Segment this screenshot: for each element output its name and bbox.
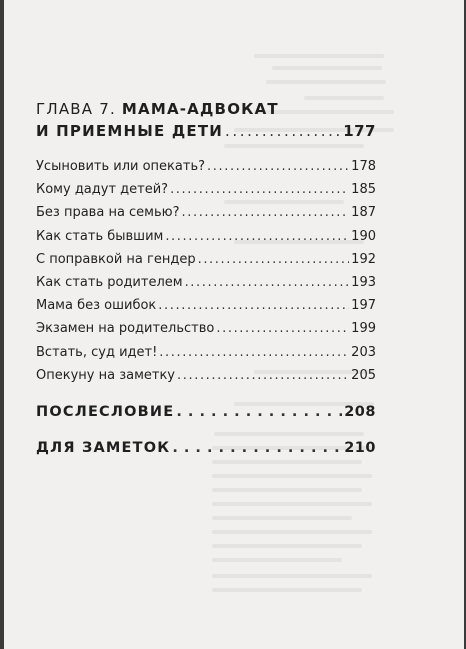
entry-page-number: 187 <box>351 205 376 221</box>
chapter-title-line2: И ПРИЕМНЫЕ ДЕТИ <box>36 122 224 140</box>
entry-title: Экзамен на родительство <box>36 321 215 337</box>
entry-page-number: 190 <box>351 228 376 244</box>
entry-title: Как стать бывшим <box>36 228 164 244</box>
entry-title: Мама без ошибок <box>36 298 157 314</box>
entry-page-number: 199 <box>351 321 376 337</box>
toc-entry <box>36 155 376 178</box>
entry-page-number: 178 <box>351 159 376 174</box>
table-of-contents <box>36 98 376 459</box>
entry-page-number: 185 <box>351 182 376 198</box>
dot-leader <box>165 225 349 248</box>
section-title: ДЛЯ ЗАМЕТОК <box>36 440 171 457</box>
toc-entry <box>36 271 376 294</box>
dot-leader <box>185 271 350 294</box>
entry-title: Без права на семью? <box>36 205 180 221</box>
section-page-number: 208 <box>344 404 376 421</box>
dot-leader <box>207 155 349 178</box>
toc-section-afterword <box>36 401 376 423</box>
dot-leader <box>225 120 341 142</box>
entry-title: Усыновить или опекать? <box>36 159 206 174</box>
toc-section-notes <box>36 437 376 459</box>
entry-list <box>36 155 376 387</box>
chapter-title-line1: МАМА-АДВОКАТ <box>121 100 279 118</box>
dot-leader <box>176 401 342 423</box>
book-page <box>4 0 464 649</box>
dot-leader <box>182 201 350 224</box>
toc-entry <box>36 364 376 387</box>
chapter-heading <box>36 98 376 120</box>
dot-leader <box>216 317 349 340</box>
entry-page-number: 205 <box>351 367 376 383</box>
section-title: ПОСЛЕСЛОВИЕ <box>36 404 175 421</box>
chapter-page-number: 177 <box>343 122 376 140</box>
entry-title: Кому дадут детей? <box>36 182 169 198</box>
dot-leader <box>198 248 350 271</box>
toc-entry <box>36 294 376 317</box>
toc-entry <box>36 341 376 364</box>
toc-entry <box>36 178 376 201</box>
dot-leader <box>159 341 349 364</box>
entry-title: Встать, суд идет! <box>36 344 158 360</box>
dot-leader <box>172 437 342 459</box>
toc-entry <box>36 201 376 224</box>
entry-page-number: 193 <box>351 275 376 291</box>
entry-page-number: 203 <box>351 344 376 360</box>
entry-title: Опекуну на заметку <box>36 367 176 383</box>
entry-page-number: 192 <box>351 251 376 267</box>
entry-title: Как стать родителем <box>36 275 183 291</box>
entry-title: С поправкой на гендер <box>36 251 196 267</box>
dot-leader <box>158 294 349 317</box>
chapter-label: ГЛАВА 7. <box>36 100 116 118</box>
chapter-title-row <box>36 120 376 142</box>
entry-page-number: 197 <box>351 298 376 314</box>
toc-entry <box>36 248 376 271</box>
section-page-number: 210 <box>344 440 376 457</box>
dot-leader <box>170 178 349 201</box>
toc-entry <box>36 225 376 248</box>
dot-leader <box>177 364 349 387</box>
toc-entry <box>36 317 376 340</box>
